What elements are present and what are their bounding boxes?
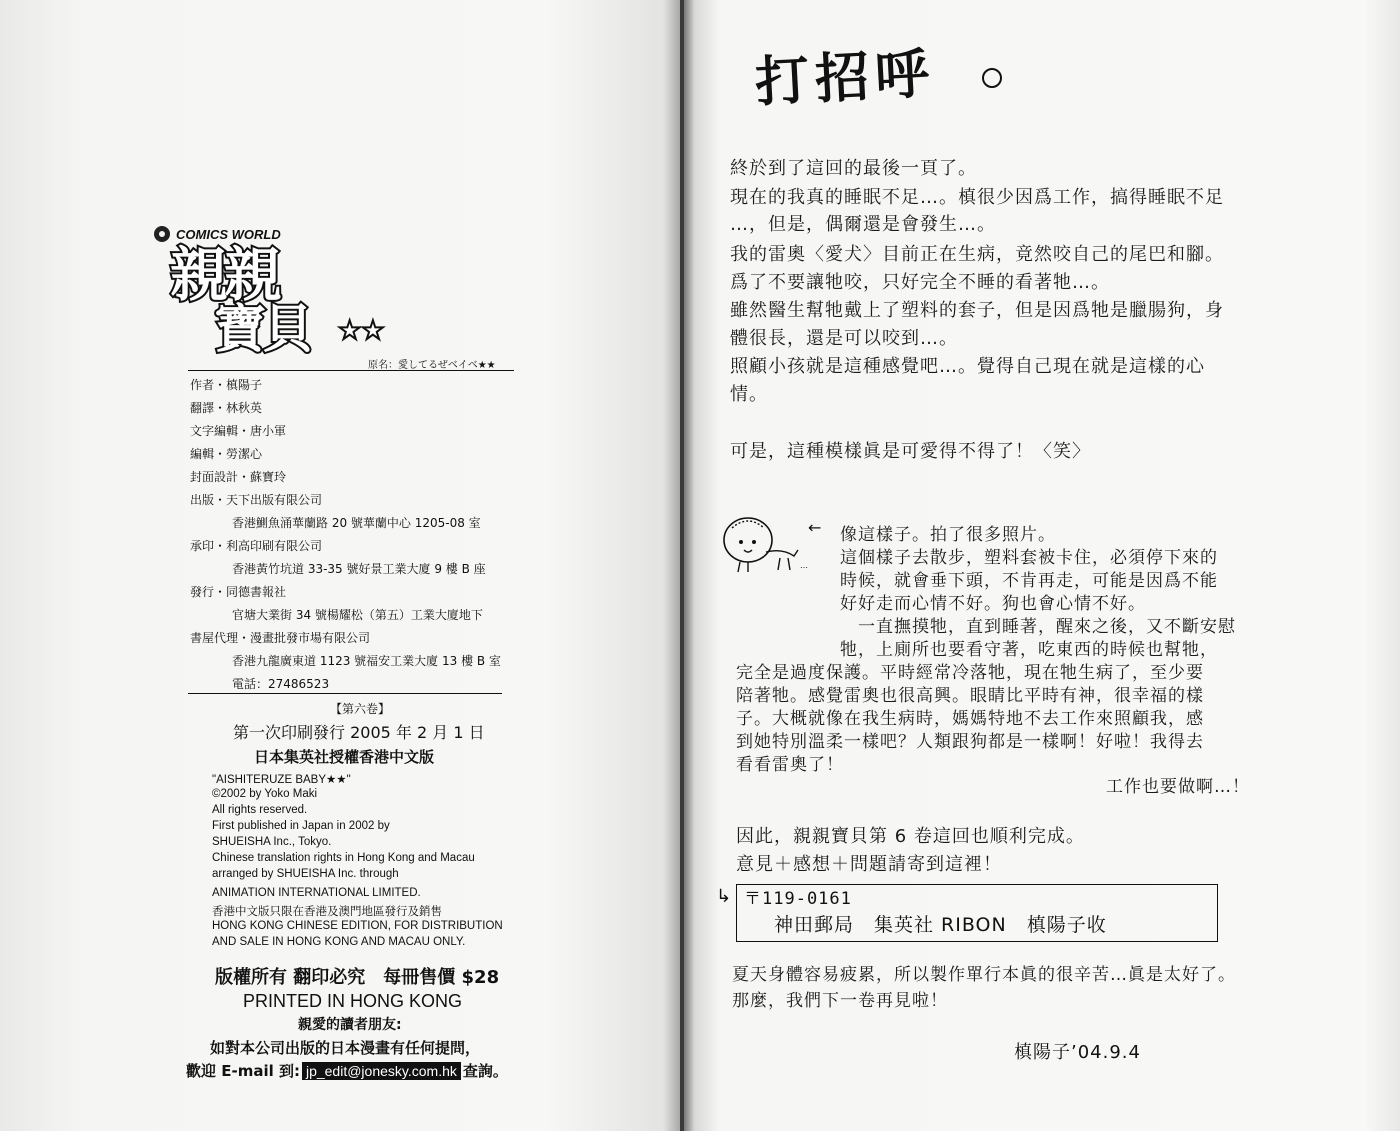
caption-line: 時候，就會垂下頭，不肯再走，可能是因爲不能 [840,571,1218,591]
after-line: 夏天身體容易疲累，所以製作單行本眞的很辛苦…眞是太好了。 [732,965,1236,985]
license-notice: 日本集英社授權香港中文版 [254,748,435,766]
caption-line: 完全是過度保護。平時經常冷落牠，現在牠生病了，至少要 [736,663,1204,683]
english-line: ©2002 by Yoko Maki [212,788,318,800]
english-line: HONG KONG CHINESE EDITION, FOR DISTRIBUTION [212,920,503,932]
credit-phone: 電話：27486523 [232,677,330,691]
original-title: 原名：愛してるぜベイベ★★ [368,360,496,371]
english-line: arranged by SHUEISHA Inc. through [212,868,399,880]
heading-period-mark [982,68,1002,88]
logo-line-2: 寶貝 [214,299,311,360]
price-notice: 版權所有 翻印必究 每冊售價 $28 [215,967,500,988]
note-line: 情。 [730,384,768,405]
english-line: ANIMATION INTERNATIONAL LIMITED. [212,887,421,899]
caption-line: 這個樣子去散步，塑料套被卡住，必須停下來的 [840,548,1218,568]
credit-distributor-address: 官塘大業街 34 號楊耀松（第五）工業大廈地下 [232,608,483,622]
english-line: "AISHITERUZE BABY★★" [212,774,351,786]
series-label [154,226,281,242]
caption-line: 工作也要做啊…！ [1106,777,1250,797]
note-line: 可是，這種模樣眞是可愛得不得了！〈笑〉 [730,441,1091,462]
print-date: 第一次印刷發行 2005 年 2 月 1 日 [233,723,485,742]
divider [188,370,514,371]
note-line: 雖然醫生幫牠戴上了塑料的套子，但是因爲牠是臘腸狗，身 [730,300,1224,321]
logo-stars: ★★ [338,316,385,346]
credit-translator: 翻譯・林秋英 [190,401,263,415]
english-line: First published in Japan in 2002 by [212,820,390,832]
inquiry-text: 如對本公司出版的日本漫畫有任何提問， [210,1039,481,1057]
series-label-text: COMICS WORLD [176,226,281,242]
caption-line: 看看雷奧了！ [736,755,844,775]
credit-printer: 承印・利高印刷有限公司 [190,539,323,553]
email-address: jp_edit@jonesky.com.hk [302,1062,461,1080]
note-line: 體很長，還是可以咬到…。 [730,328,958,349]
caption-line: 像這樣子。拍了很多照片。 [840,525,1056,545]
caption-line: 到她特別溫柔一樣吧？人類跟狗都是一樣啊！好啦！我得去 [736,732,1204,752]
colophon-page [0,0,684,1131]
caption-line: 陪著牠。感覺雷奧也很高興。眼睛比平時有神，很幸福的樣 [736,686,1204,706]
dog-doodle-icon [718,506,814,578]
note-line: 終於到了這回的最後一頁了。 [730,158,977,179]
credit-agent: 書屋代理・漫畫批發市場有限公司 [190,631,371,645]
closing-line: 因此，親親寶貝第 6 卷這回也順利完成。 [736,826,1085,847]
english-line: All rights reserved. [212,804,308,816]
author-signature: 槙陽子’04.9.4 [1014,1042,1141,1063]
pointer-arrow: ← [808,518,822,537]
english-line: Chinese translation rights in Hong Kong and Macau [212,852,475,864]
note-line: 現在的我真的睡眠不足…。槙很少因爲工作，搞得睡眠不足 [730,187,1224,208]
credit-editor: 編輯・勞潔心 [190,447,263,461]
printed-in: PRINTED IN HONG KONG [243,991,463,1011]
caption-line: 子。大概就像在我生病時，媽媽特地不去工作來照顧我，感 [736,709,1204,729]
caption-line: 一直撫摸牠，直到睡著，醒來之後，又不斷安慰 [858,617,1236,637]
credit-cover-design: 封面設計・蘇寶玲 [190,470,287,484]
note-heading: 打招呼 [753,40,937,114]
english-line: AND SALE IN HONG KONG AND MACAU ONLY. [212,936,466,948]
postal-code: 〒119-0161 [744,889,852,909]
note-line: …，但是，偶爾還是會發生…。 [730,214,996,235]
reader-greeting: 親愛的讀者朋友: [298,1017,402,1033]
english-line: 香港中文版只限在香港及澳門地區發行及銷售 [212,906,442,918]
credit-text-editor: 文字編輯・唐小軍 [190,424,287,438]
credit-agent-address: 香港九龍廣東道 1123 號福安工業大廈 13 樓 B 室 [232,654,501,668]
credit-author: 作者・槙陽子 [190,378,263,392]
email-prefix: 歡迎 E-mail 到: [186,1062,300,1080]
credit-distributor: 發行・同德書報社 [190,585,287,599]
volume-label: 【第六卷】 [329,702,390,716]
svg-text:…: … [800,561,808,570]
divider [188,693,502,694]
closing-line: 意見＋感想＋問題請寄到這裡！ [736,854,1002,875]
email-line [186,1060,508,1081]
address-arrow-icon: ↳ [716,886,732,907]
logo-line-1: 親親 [170,241,279,309]
credit-publisher-address: 香港鰂魚涌華蘭路 20 號華蘭中心 1205-08 室 [232,516,481,530]
after-line: 那麼，我們下一卷再見啦！ [732,991,948,1011]
credit-printer-address: 香港黃竹坑道 33-35 號好景工業大廈 9 樓 B 座 [232,562,486,576]
credit-publisher: 出版・天下出版有限公司 [190,493,323,507]
series-emblem-icon [154,226,170,242]
english-line: SHUEISHA Inc., Tokyo. [212,836,332,848]
email-suffix: 查詢。 [462,1062,508,1080]
title-logo [166,241,416,368]
note-line: 我的雷奧〈愛犬〉目前正在生病，竟然咬自己的尾巴和腳。 [730,244,1224,265]
mailing-address: 神田郵局 集英社 RIBON 槙陽子收 [774,914,1107,936]
caption-line: 好好走而心情不好。狗也會心情不好。 [840,594,1146,614]
note-line: 照顧小孩就是這種感覺吧…。覺得自己現在就是這樣的心 [730,356,1205,377]
caption-line: 牠，上廁所也要看守著，吃東西的時候也幫牠， [840,640,1218,660]
note-line: 爲了不要讓牠咬，只好完全不睡的看著牠…。 [730,272,1110,293]
